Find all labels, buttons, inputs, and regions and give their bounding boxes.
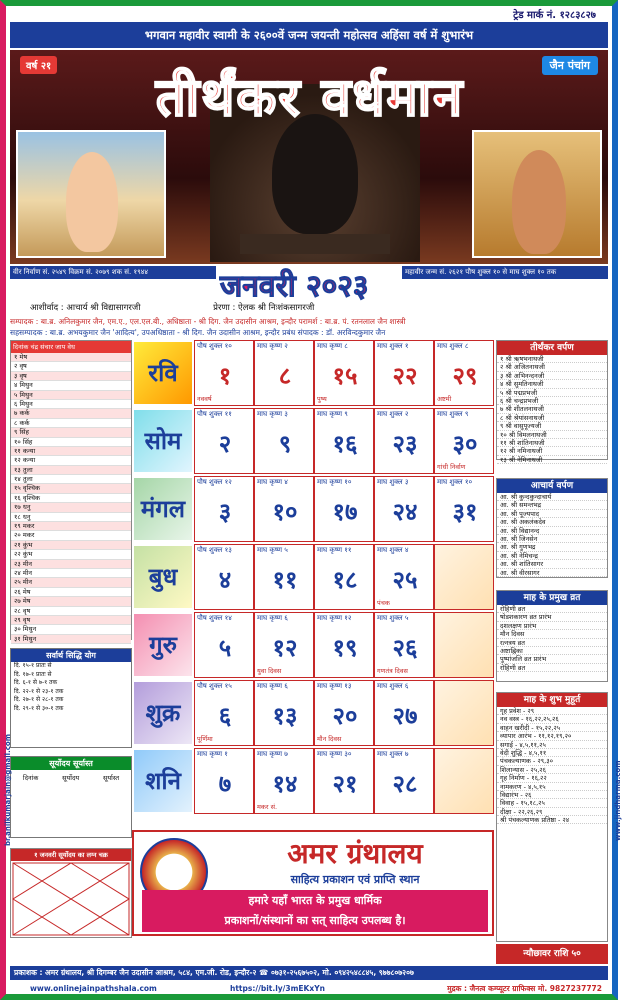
tirthankar-list [497,355,607,464]
date-note: मकर सं. [257,803,278,811]
list-item: वेदी शुद्धि - ४,५,११ [497,749,607,757]
list-item: १३ श्री नेमिनाथजी [497,456,607,464]
panchang-row: २४ मीन [11,569,131,578]
date-number: १७ [332,497,358,526]
date-cell[interactable] [434,408,494,474]
sidhi-line: दि. २९-१ से ३०-१ तक [14,704,64,712]
panchang-row: २२ कुंभ [11,550,131,559]
panchang-row: २९ वृष [11,616,131,625]
list-item: आ. श्री गुणभद्र [497,543,607,551]
mahavir-painting [16,130,166,258]
date-cell[interactable] [314,476,374,542]
date-number: २ [218,429,232,458]
panchang-row: २३ मीन [11,560,131,569]
weekday-label: शुक्र [132,680,194,746]
footer [10,966,608,998]
lagna-chakra-diagram [11,861,131,937]
date-cell[interactable] [374,544,434,610]
date-number: ९ [278,429,292,458]
list-item: आ. श्री जिनसेन [497,535,607,543]
tithi-label: माघ कृष्ण १३ [317,682,352,690]
date-number: २८ [392,769,418,798]
seated-figure-left [66,152,118,252]
panchang-row: १९ मकर [11,522,131,531]
tithi-label: माघ शुक्ल ५ [377,614,409,622]
sidhi-line: दि. ६-१ से ७-१ तक [14,679,58,686]
date-cell[interactable] [374,340,434,406]
date-number: १८ [332,565,358,594]
panchang-row: २७ मेष [11,597,131,606]
list-item: आ. श्री अकलंकदेव [497,518,607,526]
weekday-label: रवि [132,340,194,406]
tithi-label: माघ कृष्ण ५ [257,546,288,554]
date-cell[interactable] [254,544,314,610]
list-item: ३ श्री अभिनन्दनजी [497,372,607,380]
vrat-list [497,605,607,672]
date-grid [194,340,494,815]
tithi-label: पौष शुक्ल १३ [197,546,232,554]
image-cell [434,680,494,746]
date-number: ५ [218,633,232,662]
tithi-label: पौष शुक्ल १५ [197,682,232,690]
tirthankar-box [496,340,608,464]
date-note: नववर्ष [197,395,212,403]
vrat-title: माह के प्रमुख व्रत [497,591,607,605]
lagna-chakra-box [10,848,132,938]
list-item: ८ श्री श्रेयांसनाथजी [497,414,607,422]
list-item: सगाई - ४,५,११,२५ [497,741,607,749]
tithi-label: पौष शुक्ल १४ [197,614,232,622]
date-number: १४ [272,769,298,798]
date-cell[interactable] [314,612,374,678]
sidhi-line: दि. २२-१ से २३-१ तक [14,687,64,695]
date-number: १२ [272,633,298,662]
weekday-label: बुध [132,544,194,610]
surya-cols [11,770,131,782]
date-cell[interactable] [194,612,254,678]
date-cell[interactable] [374,680,434,746]
image-cell [434,544,494,610]
panchang-row: ३ वृष [11,372,131,381]
tithi-label: माघ कृष्ण ६ [257,614,288,622]
panchang-row: १७ धनु [11,503,131,512]
date-number: २२ [392,361,418,390]
list-item: रत्नत्रय व्रत [497,639,607,647]
panchang-row: २१ कुंभ [11,541,131,550]
date-number: ३ [218,497,232,526]
acharya-list [497,493,607,577]
panchang-row: ३१ मिथुन [11,635,131,644]
date-number: ७ [218,769,232,798]
list-item: विद्यारंभ - २६ [497,791,607,799]
shubh-list [497,707,607,824]
date-note: मौन दिवस [317,735,342,743]
date-number: १ [218,361,232,390]
tithi-label: माघ कृष्ण १२ [317,614,352,622]
shubh-muhurt-box [496,692,608,942]
list-item: नामकरण - ४,५,१५ [497,783,607,791]
date-number: ३० [452,429,478,458]
list-item: ९ श्री वासुपूज्यजी [497,422,607,430]
list-item: १० श्री विमलनाथजी [497,431,607,439]
tithi-label: माघ शुक्ल ३ [377,478,409,486]
weekday-label: मंगल [132,476,194,542]
date-note: अष्टमी [437,395,452,403]
weekday-label: शनि [132,748,194,814]
tithi-label: माघ शुक्ल ४ [377,546,409,554]
tithi-label: माघ कृष्ण २ [257,342,288,350]
date-cell[interactable] [194,680,254,746]
email-text: br.anilkumarjain@gmail.com [4,734,12,846]
acharya-figure [512,150,566,254]
date-cell[interactable] [254,748,314,814]
date-cell[interactable] [314,748,374,814]
tithi-label: माघ शुक्ल ८ [437,342,469,350]
tithi-label: माघ शुक्ल ६ [377,682,409,690]
date-cell[interactable] [254,612,314,678]
date-cell[interactable] [314,408,374,474]
tithi-label: माघ कृष्ण ३ [257,410,288,418]
list-item: आ. श्री कुन्दकुन्दाचार्य [497,493,607,501]
date-cell[interactable] [374,612,434,678]
panchang-tag: जैन पंचांग [542,56,598,75]
list-item: आ. श्री समन्तभद्र [497,501,607,509]
list-item: ५ श्री पद्मप्रभजी [497,389,607,397]
panchang-row: ८ कर्क [11,419,131,428]
panchang-row: ५ मिथुन [11,391,131,400]
date-number: २१ [332,769,358,798]
sidhi-line: दि. २७-१ से २८-१ तक [14,696,64,703]
url-pathshala[interactable]: www.onlinejainpathshala.com [30,984,157,993]
tithi-label: माघ शुक्ल २ [377,410,409,418]
list-item: वाहन खरीदी - १५,२२,२५ [497,724,607,732]
tithi-label: माघ शुक्ल १० [437,478,473,486]
sidhi-line: दि. १७-१ प्रातः से [14,670,52,678]
sahsampadak-row: सहसम्पादक : बा.ब्र. अभयकुमार जैन 'आदित्य', उपअधिष्ठाता - श्री दिग. जैन उदासीन आश्रम, इन्दौर प्रबंध संपादक : डॉ. अरविन्दकुमार जैन [10,328,386,337]
tithi-label: पौष शुक्ल १२ [197,478,232,486]
ashirvad-row [10,302,608,315]
list-item: पुष्पांजलि व्रत प्रारंभ [497,655,607,663]
weekday-column [132,340,194,815]
panchang-rows [11,353,131,644]
date-cell[interactable] [254,340,314,406]
ad-message [142,890,488,932]
date-cell[interactable] [434,340,494,406]
tithi-label: माघ कृष्ण ७ [257,750,288,758]
date-note: गांधी निर्वाण [437,463,466,471]
date-number: १९ [332,633,358,662]
printer-mobile: मुद्रक : जैनत्व कम्प्यूटर ग्राफिक्स मो. 9827237772 [447,984,602,993]
panchang-row: २५ मीन [11,578,131,587]
list-item: दशलक्षण प्रारंभ [497,622,607,630]
date-number: १० [272,497,298,526]
date-number: ३१ [452,497,478,526]
website-text: www.jindharma.com [614,760,622,841]
date-cell[interactable] [194,748,254,814]
list-item: गृह निर्माण - १६,२२ [497,774,607,782]
date-cell[interactable] [314,544,374,610]
vrat-box [496,590,608,682]
date-number: २० [332,701,358,730]
date-cell[interactable] [254,680,314,746]
date-number: १५ [332,361,358,390]
list-item: नव वस्त्र - १६,२२,२५,२६ [497,715,607,723]
date-number: ४ [218,565,232,594]
list-item: ६ श्री चन्द्रप्रभजी [497,397,607,405]
date-number: १३ [272,701,298,730]
ad-message-line-2: प्रकाशनों/संस्थानों का सत् साहित्य उपलब्ध है। [224,914,406,927]
sidhi-title: सर्वार्थ सिद्धि योग [11,649,131,662]
publisher-line: प्रकाशक : अमर ग्रंथालय, श्री दिगम्बर जैन उदासीन आश्रम, ५८४, एम.जी. रोड, इन्दौर-२ ☎ ०७३१-२५६७५०२, मो. ०९४२५४८८४५, ९७७८०७२०७ [10,966,608,980]
date-number: ६ [218,701,232,730]
list-item: षोडशकारण व्रत प्रारंभ [497,613,607,621]
date-number: २४ [392,497,418,526]
panchang-row: १६ वृश्चिक [11,494,131,503]
image-cell [434,612,494,678]
surya-col-rise: सूर्योदय [62,774,80,782]
panchang-header: दिनांक चंद्र संचार जाप वेध [11,341,131,353]
tithi-label: माघ कृष्ण ४ [257,478,288,486]
footer-links [10,982,608,996]
era-right: महावीर जन्म सं. २६२१ पौष शुक्ल १० से माघ शुक्ल १० तक [402,266,608,279]
list-item: आ. श्री शांतिसागर [497,560,607,568]
panchang-row: ११ कन्या [11,447,131,456]
list-item: आ. श्री वीरसागर [497,569,607,577]
surya-col-date: दिनांक [22,774,39,782]
sarvarth-sidhi-box [10,648,132,748]
list-item: आ. श्री नेमिचन्द्र [497,552,607,560]
list-item: शिलान्यास - २५,२६ [497,766,607,774]
date-number: २९ [452,361,478,390]
panchang-row: ४ मिथुन [11,381,131,390]
panchang-row: ७ कर्क [11,409,131,418]
list-item: ११ श्री शांतिनाथजी [497,439,607,447]
date-note: पुष्य [317,395,327,403]
era-left: वीर निर्वाण सं. २५४९ विक्रम सं. २०७९ शक सं. १९४४ [10,266,216,279]
panchang-row: १५ वृश्चिक [11,484,131,493]
panchang-row: ९ सिंह [11,428,131,437]
date-number: २७ [392,701,418,730]
date-note: पंचक [377,599,390,607]
tirthankar-title: तीर्थंकर वर्पण [497,341,607,355]
list-item: आ. श्री विद्यानन्द [497,527,607,535]
calendar-title: तीर्थंकर वर्धमान [156,67,464,128]
price-bar: न्यौछावर राशि ५० [496,944,608,964]
tithi-label: माघ कृष्ण ६ [257,682,288,690]
surya-title: सूर्योदय सूर्यास्त [11,757,131,770]
weekday-label: गुरु [132,612,194,678]
date-cell[interactable] [374,476,434,542]
panchang-row: २६ मेष [11,588,131,597]
acharya-box [496,478,608,578]
date-number: २५ [392,565,418,594]
tithi-label: माघ कृष्ण ९ [317,410,348,418]
date-cell[interactable] [314,680,374,746]
date-cell[interactable] [434,476,494,542]
acharya-photo [472,130,602,258]
date-cell[interactable] [374,408,434,474]
url-bitly[interactable]: https://bit.ly/3mEKxYn [230,984,325,993]
tithi-label: माघ कृष्ण ११ [317,546,352,554]
idol-figure [272,114,358,234]
ashirvad-text: आशीर्वाद : आचार्य श्री विद्यासागरजी [30,303,141,313]
acharya-title: आचार्य वर्पण [497,479,607,493]
panchang-row: १८ धनु [11,513,131,522]
shubh-title: माह के शुभ मुहूर्त [497,693,607,707]
date-number: २६ [392,633,418,662]
month-title: जनवरी २०२३ [220,269,369,304]
date-number: २३ [392,429,418,458]
weekday-label: सोम [132,408,194,474]
date-cell[interactable] [254,476,314,542]
date-cell[interactable] [194,544,254,610]
panchang-row: १२ कन्या [11,456,131,465]
list-item: श्री पंचकल्याणक प्रतिष्ठा - २४ [497,816,607,824]
panchang-row: ६ मिथुन [11,400,131,409]
header-artwork [10,50,608,264]
panchang-row: २० मकर [11,531,131,540]
ad-message-line-1: हमारे यहाँ भारत के प्रमुख धार्मिक [248,894,382,907]
surya-col-set: सूर्यास्त [102,774,120,782]
trademark-line [6,6,612,20]
year-tag: वर्ष २१ [20,56,57,74]
date-note: पूर्णिमा [197,735,213,743]
panchang-row: २८ वृष [11,607,131,616]
date-note: गणतंत्र दिवस [377,667,408,675]
idol-base [240,234,390,254]
list-item: गृह प्रवेश - २९ [497,707,607,715]
tithi-label: पौष शुक्ल १० [197,342,232,350]
panchang-row: १४ तुला [11,475,131,484]
date-cell[interactable] [194,476,254,542]
ad-subtitle: साहित्य प्रकाशन एवं प्राप्ति स्थान [290,873,420,886]
tithi-label: माघ कृष्ण ८ [317,342,348,350]
list-item: आ. श्री पूज्यपाद [497,510,607,518]
panchang-row: २ वृष [11,362,131,371]
kundali-title: १ जनवरी सूर्योदय का लग्न चक्र [11,849,131,861]
trademark-text: ट्रेड मार्क नं. १२८३८२७ [513,10,596,21]
top-banner: भगवान महावीर स्वामी के २६००वें जन्म जयन्ती महोत्सव अहिंसा वर्ष में शुभारंभ [10,22,608,48]
list-item: रोहिणी व्रत [497,664,607,672]
ad-name: अमर ग्रंथालय [287,837,423,870]
sunrise-sunset-box [10,756,132,838]
left-column [10,340,132,840]
month-bar [10,264,608,304]
panchang-row: १ मेष [11,353,131,362]
date-cell[interactable] [254,408,314,474]
list-item: ७ श्री शीतलनाथजी [497,405,607,413]
amar-granthalay-ad [132,830,494,936]
date-number: ८ [278,361,292,390]
panchang-row: १० सिंह [11,438,131,447]
date-cell[interactable] [194,408,254,474]
tithi-label: माघ कृष्ण ३० [317,750,352,758]
tithi-label: माघ शुक्ल ७ [377,750,409,758]
list-item: रोहिणी व्रत [497,605,607,613]
list-item: ४ श्री सुमतिनाथजी [497,380,607,388]
sidhi-line: दि. १५-१ प्रातः से [14,662,52,669]
tithi-label: पौष शुक्ल ११ [197,410,232,418]
sampadak-row: सम्पादक : बा.ब्र. अनिलकुमार जैन, एम.ए., एल.एल.बी., अधिष्ठाता - श्री दिग. जैन उदासीन आश्रम, इन्दौर परामर्श : बा.ब्र. पं. रतनलाल जैन शास्त्री [10,317,406,326]
list-item: व्यापार आरंभ - ११,१२,१९,२० [497,732,607,740]
prerna-text: प्रेरणा : ऐलक श्री निःशंकसागरजी [213,303,315,313]
date-cell[interactable] [194,340,254,406]
panchang-row: १३ तुला [11,466,131,475]
date-cell[interactable] [374,748,434,814]
list-item: अष्टाह्निका [497,647,607,655]
list-item: दीक्षा - २२,२६,२९ [497,808,607,816]
image-cell [434,748,494,814]
list-item: मौन दिवस [497,630,607,638]
list-item: पंचकल्याणक - २९,३० [497,757,607,765]
tithi-label: माघ शुक्ल ९ [437,410,469,418]
panchang-row: ३० मिथुन [11,625,131,634]
list-item: १ श्री ऋषभनाथजी [497,355,607,363]
list-item: विवाह - १५,१८,२५ [497,799,607,807]
tithi-label: माघ कृष्ण १० [317,478,352,486]
date-note: युवा दिवस [257,667,282,675]
date-number: १६ [332,429,358,458]
tithi-label: माघ कृष्ण १ [197,750,228,758]
date-number: ११ [272,565,298,594]
list-item: २ श्री अजितनाथजी [497,363,607,371]
panchang-table [10,340,132,643]
tithi-label: माघ शुक्ल १ [377,342,409,350]
date-cell[interactable] [314,340,374,406]
list-item: १२ श्री नमिनाथजी [497,447,607,455]
